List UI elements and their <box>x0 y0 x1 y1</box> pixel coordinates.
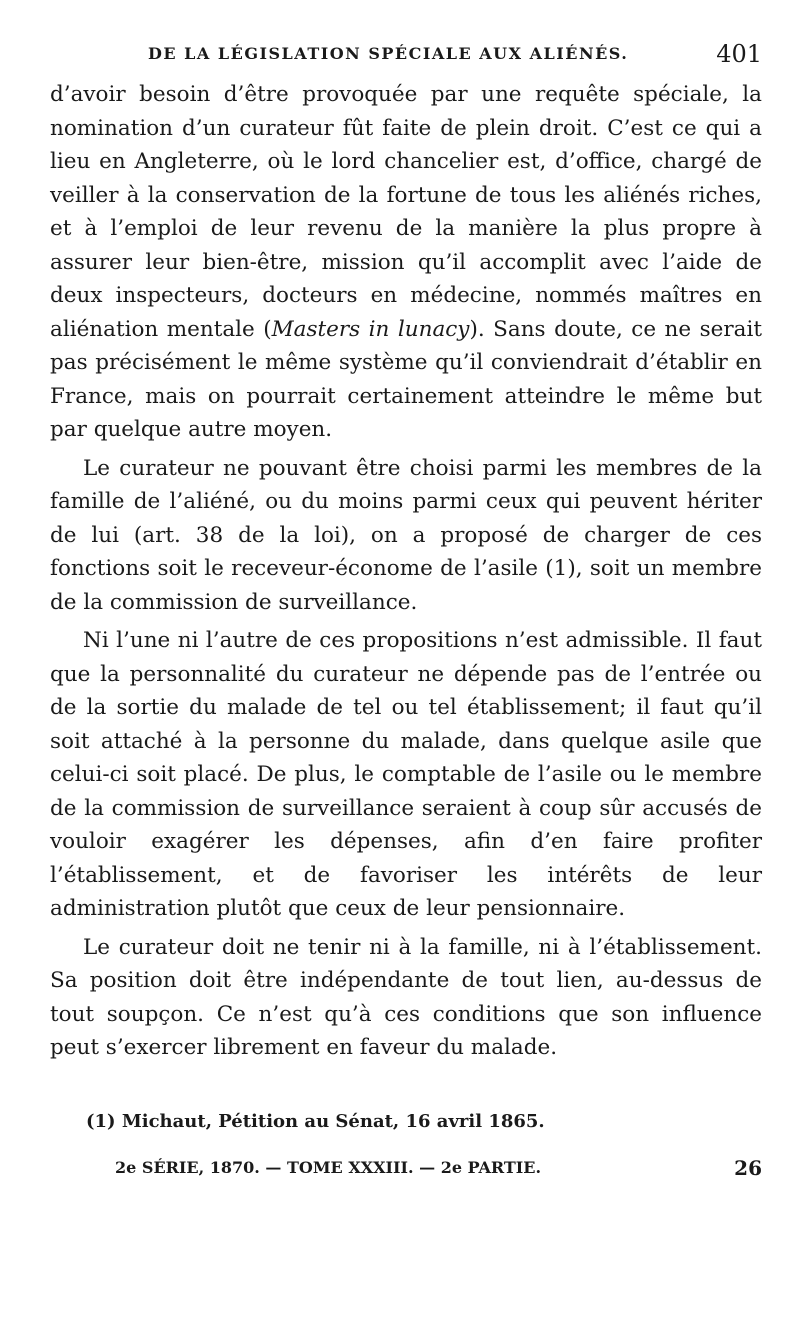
paragraph-2: Le curateur ne pouvant être choisi parmi les membres de la famille de l’aliéné, ou du moins parmi ceux qui peuvent hériter de lui (art. 38 de la loi), on a proposé de charger de ces fonctions soit le receveur-économe de l’asile (1), soit un membre de la commission de surveillance. <box>50 455 762 615</box>
sheet-number: 26 <box>734 1155 762 1180</box>
running-head <box>50 40 762 78</box>
paragraph-3: Ni l’une ni l’autre de ces propositions n’est admissible. Il faut que la personnalité du curateur ne dépende pas de l’entrée ou de la sortie du malade de tel ou tel établissement; il faut qu’il soit attaché à la personne du malade, dans quelque asile que celui-ci soit placé. De plus, le comptable de l’asile ou le membre de la commission de surveillance seraient à coup sûr accusés de vouloir exagérer les dépenses, afin d’en faire profiter l’établissement, et de favoriser les intérêts de leur administration plutôt que ceux de leur pensionnaire. <box>50 628 762 921</box>
paragraph-1-text-end: ). Sans doute, ce ne serait pas précisément le même système qu’il conviendrait d’établir en France, mais on pourrait certainement atteindre le même but par quelque autre moyen. <box>50 316 762 442</box>
paragraph-1-text: d’avoir besoin d’être provoquée par une requête spéciale, la nomination d’un curateur fût faite de plein droit. C’est ce qui a lieu en Angleterre, où le lord chancelier est, d’office, chargé de veiller à la conservation de la fortune de tous les aliénés riches, et à l’emploi de leur revenu de la manière la plus propre à assurer leur bien-être, mission qu’il accomplit avec l’aide de deux inspecteurs, docteurs en médecine, nommés maîtres en aliénation mentale ( <box>50 82 762 342</box>
paragraph-1-italic: Masters in lunacy <box>271 316 470 342</box>
signature-line <box>50 1154 762 1184</box>
page-number: 401 <box>716 40 762 68</box>
body-text <box>50 78 762 1065</box>
series-line: 2e SÉRIE, 1870. — TOME XXXIII. — 2e PARTIE. <box>115 1157 542 1177</box>
footnote: (1) Michaut, Pétition au Sénat, 16 avril 1865. <box>86 1110 545 1132</box>
running-head-title: DE LA LÉGISLATION SPÉCIALE AUX ALIÉNÉS. <box>148 44 629 63</box>
paragraph-4: Le curateur doit ne tenir ni à la famille, ni à l’établissement. Sa position doit être indépendante de tout lien, au-dessus de tout soupçon. Ce n’est qu’à ces conditions que son influence peut s’exercer librement en faveur du malade. <box>50 934 762 1060</box>
paragraph-1 <box>50 78 762 447</box>
book-page <box>50 40 762 1184</box>
